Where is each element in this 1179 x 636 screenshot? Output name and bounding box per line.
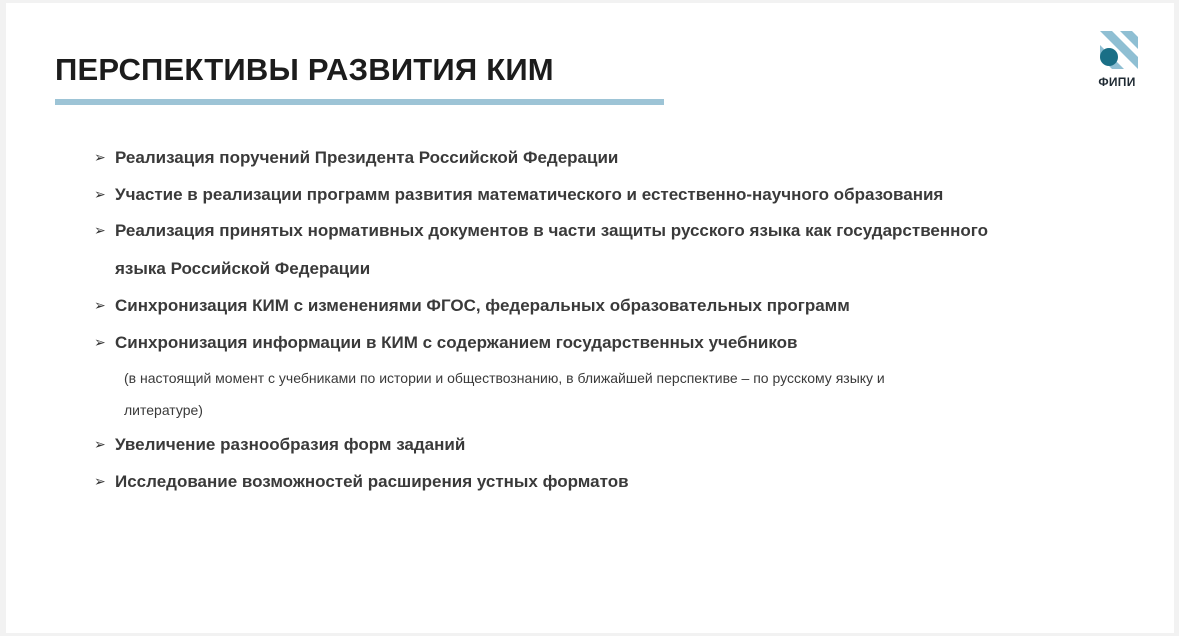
slide-title: ПЕРСПЕКТИВЫ РАЗВИТИЯ КИМ bbox=[55, 52, 554, 87]
arrow-bullet-icon: ➢ bbox=[94, 187, 106, 203]
bullet-text: Реализация принятых нормативных документов в части защиты русского языка как государственного bbox=[115, 221, 989, 240]
bullet-text: Исследование возможностей расширения устных форматов bbox=[115, 472, 629, 491]
arrow-bullet-icon: ➢ bbox=[94, 298, 106, 314]
arrow-bullet-icon: ➢ bbox=[94, 223, 106, 239]
bullet-note: (в настоящий момент с учебниками по истории и обществознанию, в ближайшей перспективе – по русскому языку и bbox=[124, 370, 885, 386]
fipi-logo bbox=[1093, 30, 1141, 92]
bullet-text: Увеличение разнообразия форм заданий bbox=[115, 435, 466, 454]
fipi-logo-text: ФИПИ bbox=[1098, 75, 1136, 89]
bullet-text: Участие в реализации программ развития математического и естественно-научного образования bbox=[115, 185, 944, 204]
bullet-note: литературе) bbox=[124, 402, 203, 418]
bullet-text: Синхронизация КИМ с изменениями ФГОС, федеральных образовательных программ bbox=[115, 296, 850, 315]
fipi-logo-icon bbox=[1100, 31, 1138, 69]
arrow-bullet-icon: ➢ bbox=[94, 335, 106, 351]
slide bbox=[6, 3, 1174, 633]
arrow-bullet-icon: ➢ bbox=[94, 437, 106, 453]
arrow-bullet-icon: ➢ bbox=[94, 150, 106, 166]
arrow-bullet-icon: ➢ bbox=[94, 474, 106, 490]
bullet-text: Реализация поручений Президента Российской Федерации bbox=[115, 148, 619, 167]
bullet-continuation: языка Российской Федерации bbox=[115, 259, 371, 278]
title-underline bbox=[55, 99, 664, 105]
bullet-text: Синхронизация информации в КИМ с содержанием государственных учебников bbox=[115, 333, 798, 352]
